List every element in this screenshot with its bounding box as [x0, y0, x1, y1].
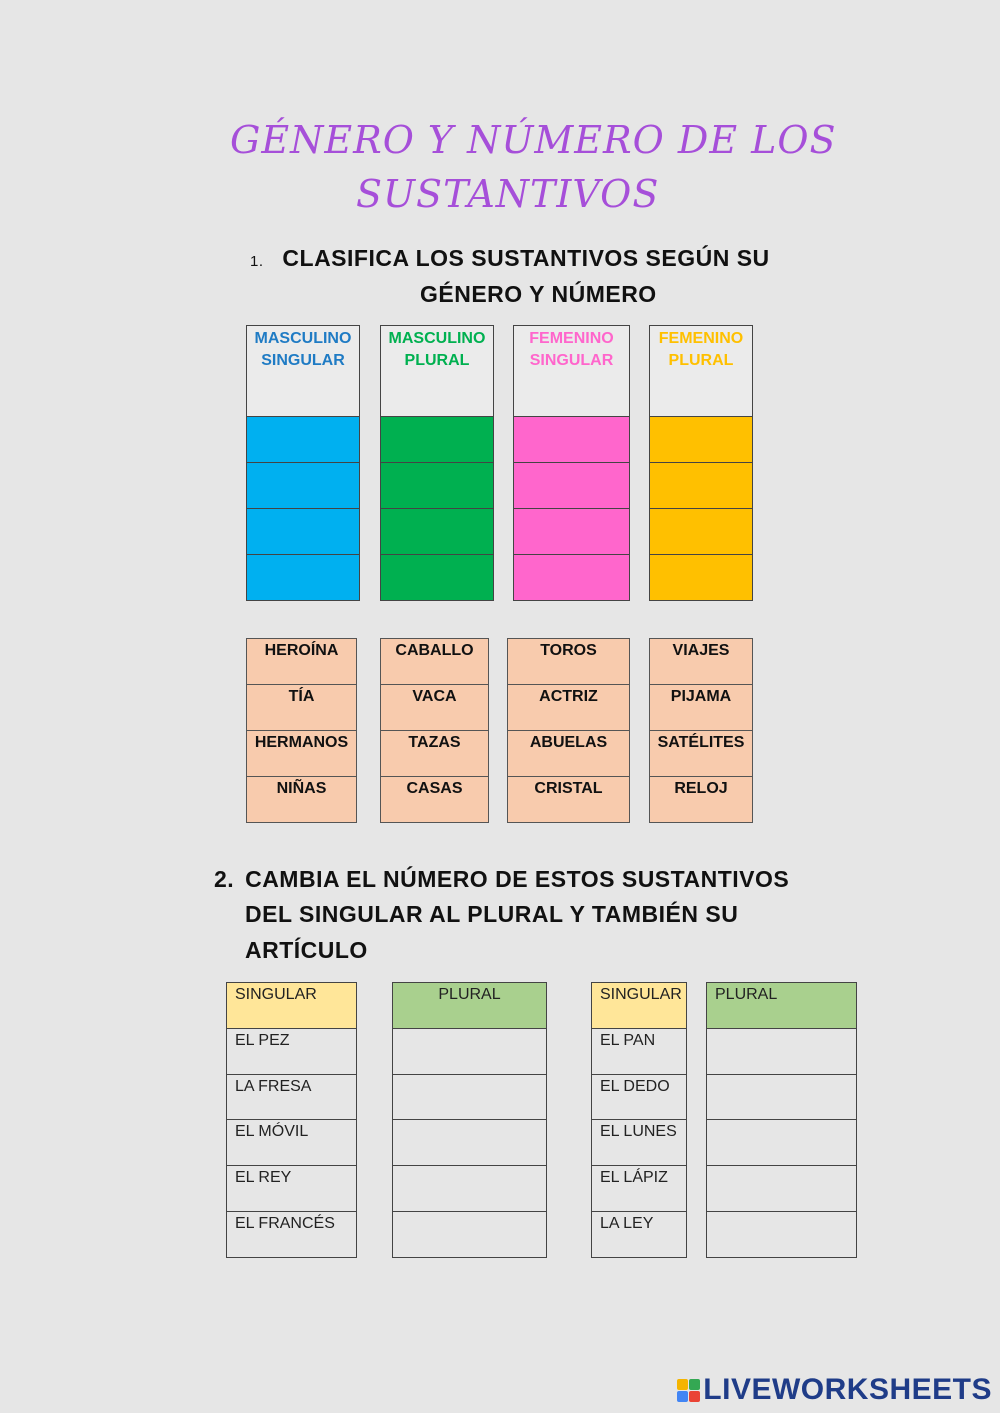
plural-answer-field[interactable]	[706, 1075, 857, 1121]
left-singular-table	[226, 982, 357, 1258]
singular-word: EL FRANCÉS	[226, 1212, 357, 1258]
drop-slot[interactable]	[513, 555, 630, 601]
word-card[interactable]: ACTRIZ	[507, 685, 630, 731]
plural-header: PLURAL	[392, 982, 547, 1029]
category-header-line1: MASCULINO	[388, 330, 486, 347]
word-card[interactable]: CRISTAL	[507, 777, 630, 823]
word-card[interactable]: TAZAS	[380, 731, 489, 777]
category-header	[246, 325, 360, 417]
word-card[interactable]: VACA	[380, 685, 489, 731]
singular-word: EL LUNES	[591, 1120, 687, 1166]
category-header-line1: MASCULINO	[254, 330, 352, 347]
category-header	[513, 325, 630, 417]
title-line-2: SUSTANTIVOS	[356, 172, 660, 216]
word-bank-column	[246, 638, 357, 823]
instruction-1	[250, 245, 770, 272]
plural-answer-field[interactable]	[706, 1166, 857, 1212]
instruction-1-line2: GÉNERO Y NÚMERO	[420, 281, 657, 307]
drop-slot[interactable]	[246, 509, 360, 555]
category-header-line1: FEMENINO	[529, 330, 614, 347]
category-column	[246, 325, 360, 601]
singular-header: SINGULAR	[591, 982, 687, 1029]
category-header-line2: PLURAL	[668, 352, 734, 369]
liveworksheets-logo-icon	[677, 1379, 700, 1402]
word-card[interactable]: NIÑAS	[246, 777, 357, 823]
instruction-2-line2: DEL SINGULAR AL PLURAL Y TAMBIÉN SU	[245, 901, 739, 927]
singular-word: LA LEY	[591, 1212, 687, 1258]
category-header-line2: PLURAL	[404, 352, 470, 369]
instruction-2-number: 2.	[214, 866, 235, 892]
singular-word: EL LÁPIZ	[591, 1166, 687, 1212]
drop-slot[interactable]	[649, 555, 753, 601]
word-card[interactable]: TÍA	[246, 685, 357, 731]
category-header-line2: SINGULAR	[261, 352, 345, 369]
category-header	[380, 325, 494, 417]
word-card[interactable]: RELOJ	[649, 777, 753, 823]
plural-answer-field[interactable]	[392, 1120, 547, 1166]
category-header	[649, 325, 753, 417]
instruction-2-line1: CAMBIA EL NÚMERO DE ESTOS SUSTANTIVOS	[245, 866, 790, 892]
category-header-line1: FEMENINO	[658, 330, 744, 347]
singular-word: EL DEDO	[591, 1075, 687, 1121]
singular-word: LA FRESA	[226, 1075, 357, 1121]
word-card[interactable]: CASAS	[380, 777, 489, 823]
category-column	[380, 325, 494, 601]
plural-answer-field[interactable]	[392, 1212, 547, 1258]
drop-slot[interactable]	[380, 463, 494, 509]
word-card[interactable]: TOROS	[507, 638, 630, 685]
category-column	[649, 325, 753, 601]
word-bank-column	[380, 638, 489, 823]
word-card[interactable]: ABUELAS	[507, 731, 630, 777]
drop-slot[interactable]	[513, 463, 630, 509]
instruction-2	[214, 866, 789, 893]
category-header-line2: SINGULAR	[529, 352, 614, 369]
liveworksheets-logo	[677, 1373, 992, 1407]
word-card[interactable]: VIAJES	[649, 638, 753, 685]
drop-slot[interactable]	[246, 417, 360, 463]
singular-header: SINGULAR	[226, 982, 357, 1029]
word-card[interactable]: PIJAMA	[649, 685, 753, 731]
category-column	[513, 325, 630, 601]
right-plural-table	[706, 982, 857, 1258]
plural-answer-field[interactable]	[706, 1212, 857, 1258]
instruction-2-line3: ARTÍCULO	[245, 937, 368, 963]
title-line-1: GÉNERO Y NÚMERO DE LOS	[230, 118, 837, 162]
word-card[interactable]: CABALLO	[380, 638, 489, 685]
right-singular-table	[591, 982, 687, 1258]
singular-word: EL REY	[226, 1166, 357, 1212]
plural-answer-field[interactable]	[392, 1029, 547, 1075]
drop-slot[interactable]	[649, 463, 753, 509]
word-card[interactable]: HEROÍNA	[246, 638, 357, 685]
drop-slot[interactable]	[649, 509, 753, 555]
drop-slot[interactable]	[380, 417, 494, 463]
drop-slot[interactable]	[380, 509, 494, 555]
liveworksheets-brand: LIVEWORKSHEETS	[703, 1373, 992, 1406]
instruction-1-line1: CLASIFICA LOS SUSTANTIVOS SEGÚN SU	[282, 245, 770, 271]
singular-word: EL MÓVIL	[226, 1120, 357, 1166]
plural-answer-field[interactable]	[392, 1166, 547, 1212]
word-card[interactable]: SATÉLITES	[649, 731, 753, 777]
singular-word: EL PAN	[591, 1029, 687, 1075]
plural-answer-field[interactable]	[706, 1029, 857, 1075]
word-bank-column	[649, 638, 753, 823]
drop-slot[interactable]	[513, 509, 630, 555]
word-card[interactable]: HERMANOS	[246, 731, 357, 777]
drop-slot[interactable]	[513, 417, 630, 463]
drop-slot[interactable]	[649, 417, 753, 463]
plural-answer-field[interactable]	[392, 1075, 547, 1121]
singular-word: EL PEZ	[226, 1029, 357, 1075]
drop-slot[interactable]	[246, 555, 360, 601]
plural-header: PLURAL	[706, 982, 857, 1029]
plural-answer-field[interactable]	[706, 1120, 857, 1166]
instruction-1-number: 1.	[250, 253, 264, 270]
word-bank-column	[507, 638, 630, 823]
drop-slot[interactable]	[380, 555, 494, 601]
left-plural-table	[392, 982, 547, 1258]
drop-slot[interactable]	[246, 463, 360, 509]
